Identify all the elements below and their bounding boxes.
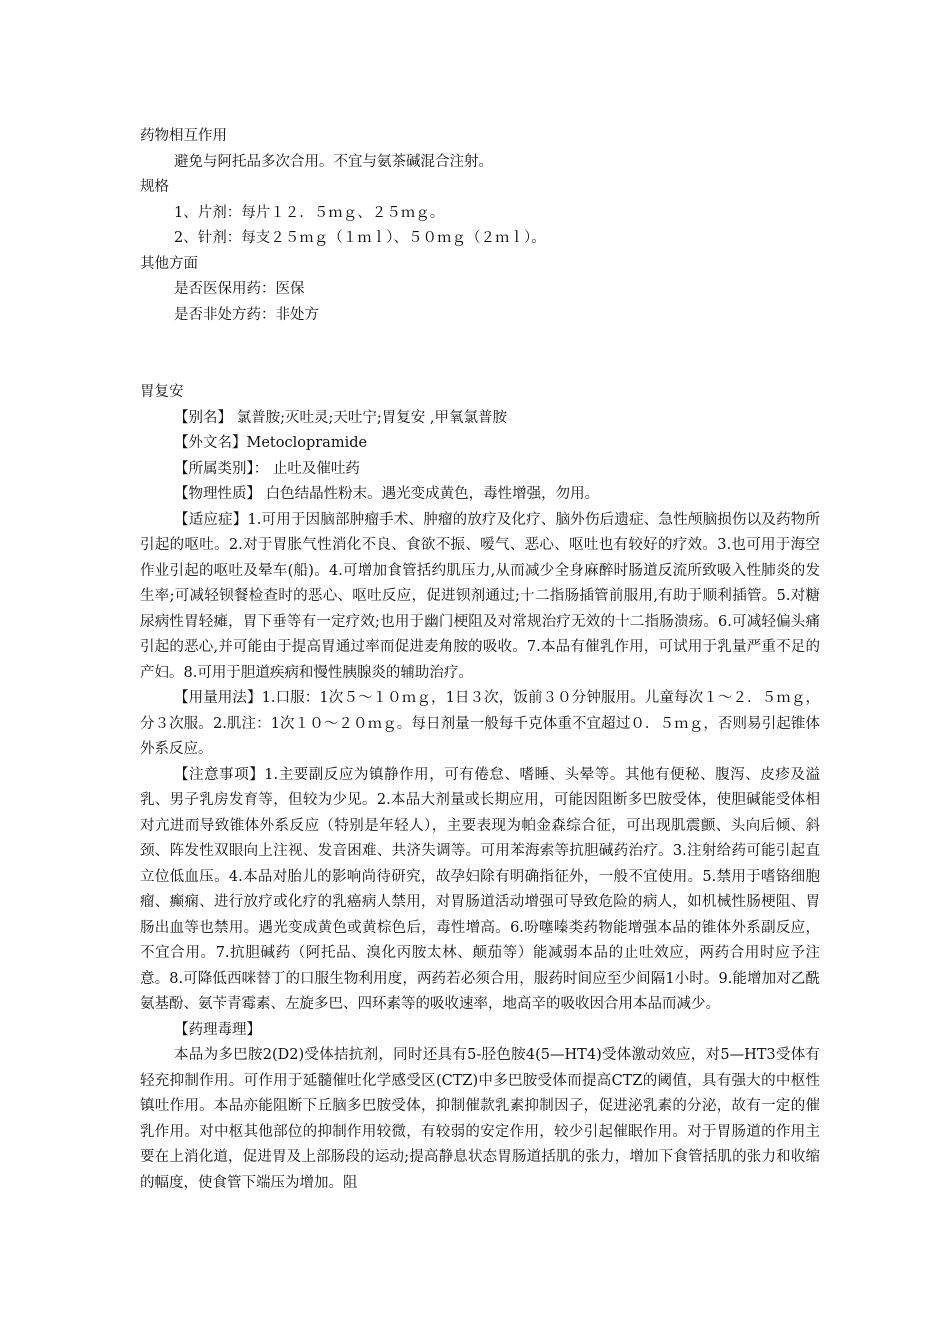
drug-indications: 【适应症】1.可用于因脑部肿瘤手术、肿瘤的放疗及化疗、脑外伤后遗症、急性颅脑损伤以及药物所引起的呕吐。2.对于胃胀气性消化不良、食欲不振、嗳气、恶心、呕吐也有较好的疗效。3.也可用于海空作业引起的呕吐及晕车(船)。4.可增加食管括约肌压力,从而减少全身麻醉时肠道反流所致吸入性肺炎的发生率;可减轻钡餐检查时的恶心、呕吐反应，促进钡剂通过;十二指肠插管前服用,有助于顺利插管。5.对糖尿病性胃轻瘫，胃下垂等有一定疗效;也用于幽门梗阻及对常规治疗无效的十二指肠溃疡。6.可减轻偏头痛引起的恶心,并可能由于提高胃通过率而促进麦角胺的吸收。7.本品有催乳作用，可试用于乳量严重不足的产妇。8.可用于胆道疾病和慢性胰腺炎的辅助治疗。 (140, 511, 820, 681)
drug-alias: 【别名】 氯普胺;灭吐灵;天吐宁;胃复安 ,甲氧氯普胺 (174, 409, 507, 426)
otc-line: 是否非处方药：非处方 (174, 306, 319, 323)
drug-dosage: 【用量用法】1.口服：1次５～１０ｍｇ，1日３次，饭前３０分钟服用。儿童每次１～２．５ｍｇ，分３次服。2.肌注：1次１０～２０ｍｇ。每日剂量一般每千克体重不宜超过０．５ｍｇ，否则易引起锥体外系反应。 (140, 690, 820, 757)
section-title-interactions: 药物相互作用 (140, 128, 227, 144)
drug-title: 胃复安 (140, 384, 184, 400)
drug-pharmacology-title: 【药理毒理】 (174, 1021, 261, 1038)
drug-cautions: 【注意事项】1.主要副反应为镇静作用，可有倦怠、嗜睡、头晕等。其他有便秘、腹泻、皮疹及溢乳、男子乳房发育等，但较为少见。2.本品大剂量或长期应用，可能因阻断多巴胺受体，使胆碱能受体相对亢进而导致锥体外系反应（特别是年轻人），主要表现为帕金森综合征，可出现肌震颤、头向后倾、斜颈、阵发性双眼向上注视、发音困难、共济失调等。可用苯海索等抗胆碱药治疗。3.注射给药可能引起直立位低血压。4.本品对胎儿的影响尚待研究，故孕妇除有明确指征外，一般不宜使用。5.禁用于嗜铬细胞瘤、癫痫、进行放疗或化疗的乳癌病人禁用，对胃肠道活动增强可导致危险的病人，如机械性肠梗阻、胃肠出血等也禁用。遇光变成黄色或黄棕色后，毒性增高。6.吩噻嗪类药物能增强本品的锥体外系副反应，不宜合用。7.抗胆碱药（阿托品、溴化丙胺太林、颠茄等）能减弱本品的止吐效应，两药合用时应予注意。8.可降低西咪替丁的口服生物利用度，两药若必须合用，服药时间应至少间隔1小时。9.能增加对乙酰氨基酚、氨苄青霉素、左旋多巴、四环素等的吸收速率，地高辛的吸收因合用本品而减少。 (140, 766, 820, 1012)
drug-foreign-name: 【外文名】Metoclopramide (174, 435, 368, 451)
drug-pharmacology-text: 本品为多巴胺2(D2)受体拮抗剂，同时还具有5-胫色胺4(5—HT4)受体激动效应，对5—HT3受体有轻充抑制作用。可作用于延髓催吐化学感受区(CTZ)中多巴胺受体而提高CTZ的阈值，具有强大的中枢性镇吐作用。本品亦能阻断下丘脑多巴胺受体，抑制催款乳素抑制因子，促进泌乳素的分泌，故有一定的催乳作用。对中枢其他部位的抑制作用较微，有较弱的安定作用，较少引起催眠作用。对于胃肠道的作用主要在上消化道，促进胃及上部肠段的运动;提高静息状态胃肠道括肌的张力，增加下食管括肌的张力和收缩的幅度，使食管下端压为增加。阻 (140, 1047, 820, 1191)
insurance-line: 是否医保用药：医保 (174, 281, 305, 297)
document-page (140, 124, 820, 1196)
spec-item-tablet: 1、片剂：每片１２．５ｍｇ、２５ｍｇ。 (174, 204, 445, 221)
interactions-text: 避免与阿托品多次合用。不宜与氨茶碱混合注射。 (174, 153, 493, 170)
section-spacer (140, 328, 820, 380)
drug-category: 【所属类别】： 止吐及催吐药 (174, 460, 360, 477)
drug-physical-property: 【物理性质】 白色结晶性粉末。遇光变成黄色，毒性增强，勿用。 (174, 486, 600, 502)
spec-item-injection: 2、针剂：每支２５ｍｇ（１ｍｌ）、５０ｍｇ（２ｍｌ）。 (174, 230, 546, 246)
section-title-other: 其他方面 (140, 255, 198, 272)
section-title-spec: 规格 (140, 179, 169, 195)
